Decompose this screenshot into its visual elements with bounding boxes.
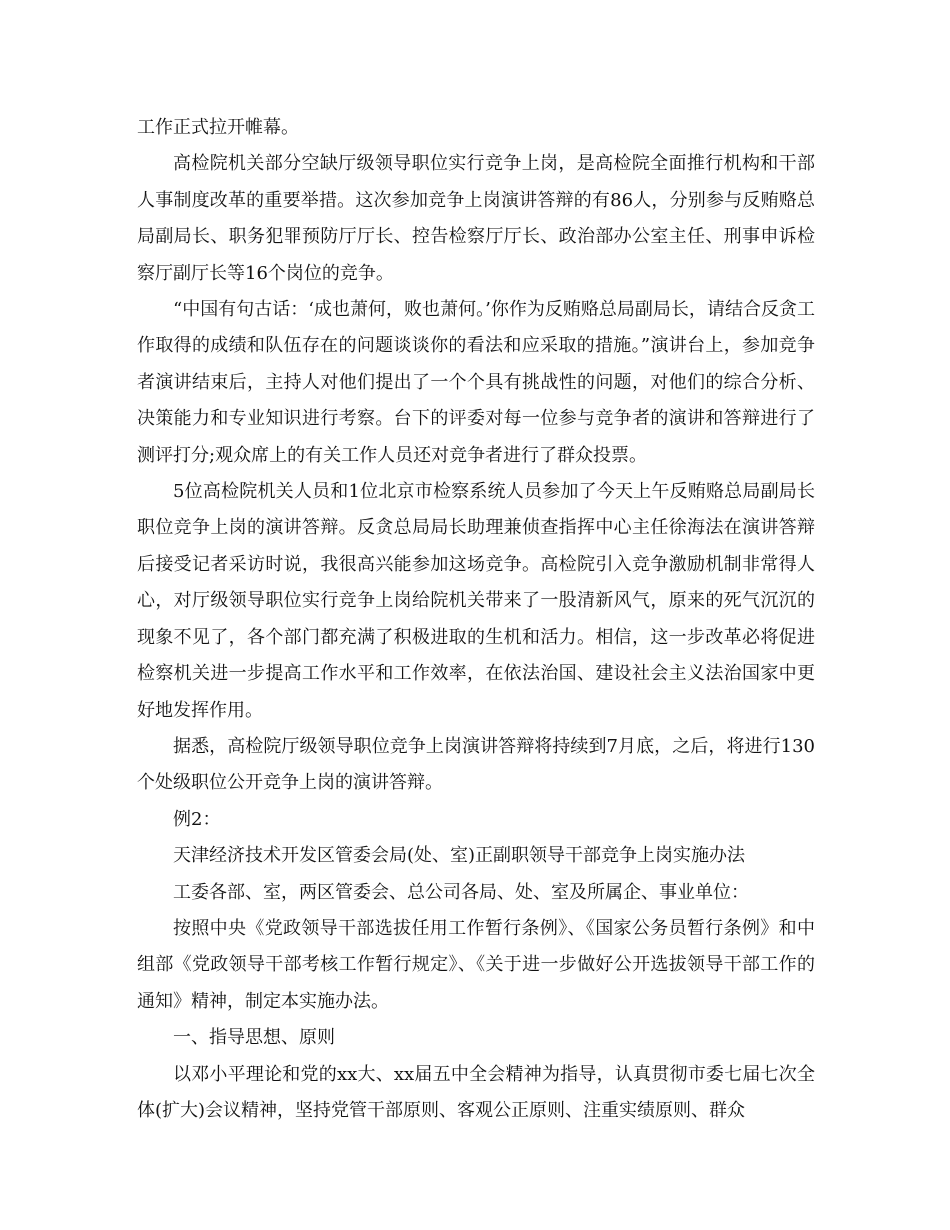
measure-title: 天津经济技术开发区管委会局(处、室)正副职领导干部竞争上岗实施办法 bbox=[173, 845, 746, 867]
section-heading-principles: 一、指导思想、原则 bbox=[173, 1027, 335, 1049]
paragraph-reform-measure: 高检院机关部分空缺厅级领导职位实行竞争上岗，是高检院全面推行机构和干部人事制度改革的重要举措。这次参加竞争上岗演讲答辩的有86人，分别参与反贿赂总局副局长、职务犯罪预防厅厅长、控告检察厅厅长、政治部办公室主任、刑事申诉检察厅副厅长等16个岗位的竞争。 bbox=[137, 153, 815, 284]
paragraph-schedule: 据悉，高检院厅级领导职位竞争上岗演讲答辩将持续到7月底，之后，将进行130个处级职位公开竞争上岗的演讲答辩。 bbox=[137, 735, 815, 794]
paragraph-candidate-interview: 5位高检院机关人员和1位北京市检察系统人员参加了今天上午反贿赂总局副局长职位竞争上岗的演讲答辩。反贪总局局长助理兼侦查指挥中心主任徐海法在演讲答辩后接受记者采访时说，我很高兴能参加这场竞争。高检院引入竞争激励机制非常得人心，对厅级领导职位实行竞争上岗给院机关带来了一股清新风气，原来的死气沉沉的现象不见了，各个部门都充满了积极进取的生机和活力。相信，这一步改革必将促进检察机关进一步提高工作水平和工作效率，在依法治国、建设社会主义法治国家中更好地发挥作用。 bbox=[137, 481, 815, 721]
paragraph-guiding-thought: 以邓小平理论和党的xx大、xx届五中全会精神为指导，认真贯彻市委七届七次全体(扩大)会议精神，坚持党管干部原则、客观公正原则、注重实绩原则、群众 bbox=[137, 1063, 815, 1121]
paragraph-basis: 按照中央《党政领导干部选拔任用工作暂行条例》、《国家公务员暂行条例》和中组部《党政领导干部考核工作暂行规定》、《关于进一步做好公开选拔领导干部工作的通知》精神，制定本实施办法。 bbox=[137, 917, 815, 1012]
paragraph-continuation: 工作正式拉开帷幕。 bbox=[137, 117, 299, 138]
example-heading: 例2： bbox=[173, 808, 221, 830]
addressee-line: 工委各部、室，两区管委会、总公司各局、处、室及所属企、事业单位： bbox=[173, 881, 749, 903]
paragraph-debate-question: “中国有句古话：‘成也萧何，败也萧何。’你作为反贿赂总局副局长，请结合反贪工作取得的成绩和队伍存在的问题谈谈你的看法和应采取的措施。”演讲台上，参加竞争者演讲结束后，主持人对他们提出了一个个具有挑战性的问题，对他们的综合分析、决策能力和专业知识进行考察。台下的评委对每一位参与竞争者的演讲和答辩进行了测评打分;观众席上的有关工作人员还对竞争者进行了群众投票。 bbox=[137, 299, 815, 466]
